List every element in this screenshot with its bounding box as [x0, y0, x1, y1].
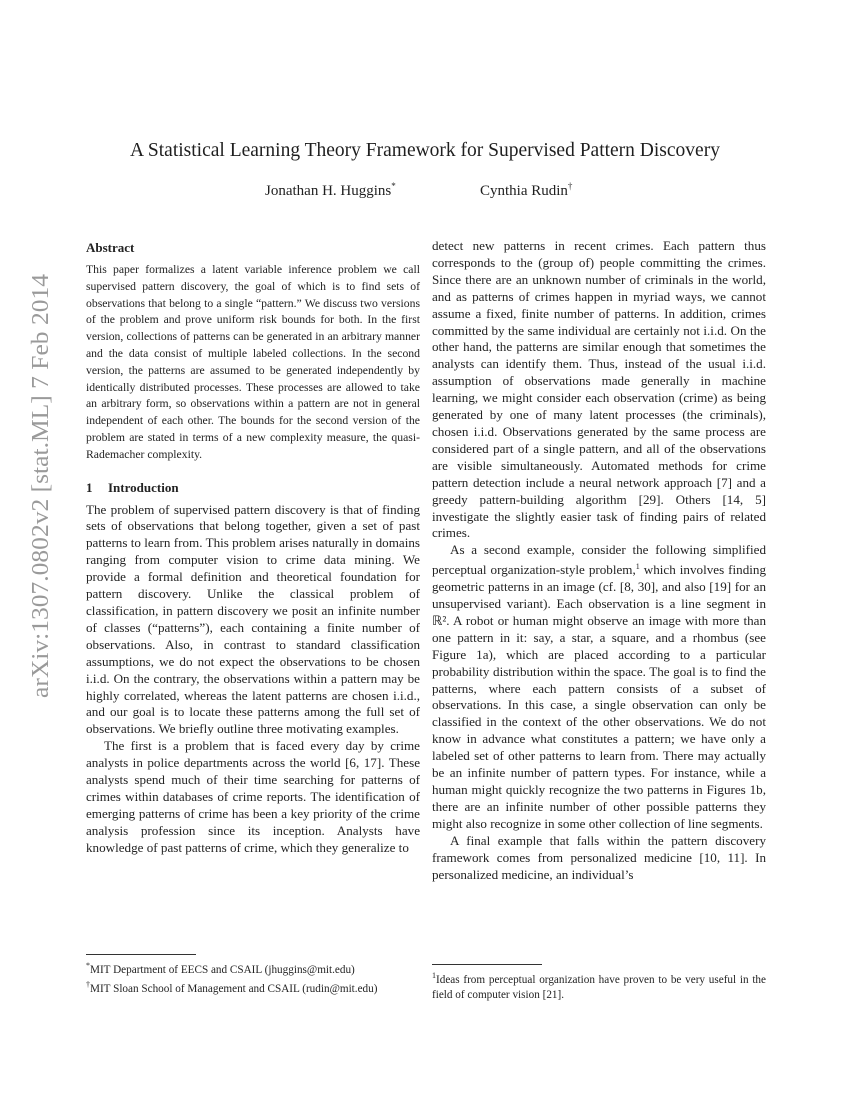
section-number: 1	[86, 479, 93, 495]
intro-paragraph-1: The problem of supervised pattern discovery is that of finding sets of observations that belong together, given a set of past patterns to learn from. This problem arises naturally in domains ranging from computer vision to crime data mining. We provide a formal definition and theoretical foundation for pattern discovery. Unlike the classical problem of classification, in pattern discovery we posit an infinite number of classes (“patterns”), each containing a finite number of observations. Also, in contrast to standard classification assumptions, we do not expect the observations to be chosen i.i.d. On the contrary, the observations within a pattern may be highly correlated, whereas the latent patterns are chosen i.i.d., and our goal is to locate these patterns among the full set of observations. We briefly outline three motivating examples.	[86, 501, 420, 737]
author-2	[480, 181, 572, 200]
footnote-author-1-text: MIT Department of EECS and CSAIL (jhuggins@mit.edu)	[90, 964, 355, 976]
author-1-mark: *	[391, 181, 396, 191]
abstract-heading: Abstract	[86, 240, 135, 255]
right-column	[432, 238, 766, 883]
right-paragraph-3: A final example that falls within the pattern discovery framework comes from personalized medicine [10, 11]. In personalized medicine, an individual’s	[432, 832, 766, 882]
author-1-name: Jonathan H. Huggins	[265, 183, 392, 199]
footnote-marker-1: 1	[635, 562, 640, 572]
abstract-text: This paper formalizes a latent variable inference problem we call supervised pattern discovery, the goal of which is to find sets of observations that belong to a single “pattern.” We discuss two versions of the problem and prove uniform risk bounds for both. In the first version, collections of patterns can be generated in an arbitrary manner and the data consist of multiple labeled collections. In the second version, the patterns are assumed to be generated independently by identically distributed processes. These processes are allowed to take an arbitrary form, so observations within a pattern are not in general independent of each other. The bounds for the second version of the problem are stated in terms of a new complexity measure, the quasi-Rademacher complexity.	[86, 263, 420, 461]
footnote-1-mark: 1	[432, 971, 436, 980]
abstract-section	[86, 240, 420, 464]
footnote-rule-right	[432, 964, 542, 965]
footnote-author-1	[86, 959, 420, 978]
footnotes-left	[86, 954, 420, 996]
left-column	[86, 238, 420, 857]
arxiv-identifier-stamp	[4, 270, 64, 700]
footnote-1	[432, 969, 766, 1002]
introduction-section	[86, 480, 420, 857]
author-2-mark: †	[567, 181, 573, 191]
right-paragraph-2	[432, 542, 766, 832]
paper-title: A Statistical Learning Theory Framework for Supervised Pattern Discovery	[130, 140, 720, 161]
footnote-author-2-mark: †	[86, 979, 90, 989]
footnote-1-text: Ideas from perceptual organization have proven to be very useful in the field of computer vision [21].	[432, 974, 766, 1001]
right-paragraph-1: detect new patterns in recent crimes. Each pattern thus corresponds to the (group of) people committing the crimes. Since there are an unknown number of criminals in the world, and as patterns of crimes happen in myriad ways, we cannot assume a fixed, finite number of patterns. In addition, crimes committed by the same individual are certainly not i.i.d. On the other hand, the patterns are similar enough that sometimes the analysts can identify them. Thus, instead of the usual i.i.d. assumption of observations made generally in machine learning, we might consider each observation (crime) as being generated by one of many latent processes (the criminals), chosen i.i.d. Observations generated by the same process are considered part of a single pattern, and all of the observations are visible simultaneously. Automated methods for crime pattern detection include a neural network approach [7] and a greedy pattern-building algorithm [29]. Others [14, 5] investigate the slightly easier task of finding pairs of related crimes.	[432, 238, 766, 541]
arxiv-identifier-text: arXiv:1307.0802v2 [stat.ML] 7 Feb 2014	[28, 299, 54, 698]
footnote-author-1-mark: *	[86, 961, 90, 970]
author-1	[265, 181, 396, 200]
footnote-author-2	[86, 978, 420, 997]
section-heading	[86, 480, 420, 496]
footnotes-right	[432, 964, 766, 1002]
section-title: Introduction	[108, 479, 179, 495]
footnote-author-2-text: MIT Sloan School of Management and CSAIL (rudin@mit.edu)	[90, 982, 378, 995]
right-paragraph-2-part-a: As a second example, consider the following simplified perceptual organization-style problem,	[432, 542, 766, 578]
author-2-name: Cynthia Rudin	[480, 183, 568, 199]
right-paragraph-2-part-b: which involves finding geometric patterns in an image (cf. [8, 30], and also [19] for an unsupervised variant). Each observation is a line segment in ℝ². A robot or human might observe an image with more than one pattern in it: say, a star, a square, and a rhombus (see Figure 1a), which are placed according to a particular probability distribution within the space. The goal is to find the patterns, where each pattern consists of a subset of observations. In this case, a single observation can only be classified in the context of the other observations. We do not know in advance what constitutes a pattern; we have only a labeled set of other patterns to learn from. There may actually be an infinite number of pattern types. For instance, while a human might quickly recognize the two patterns in Figures 1b, there are an infinite number of other possible patterns they might also recognize in some other collection of line segments.	[432, 562, 767, 831]
footnote-rule	[86, 954, 196, 955]
intro-paragraph-2: The first is a problem that is faced every day by crime analysts in police departments across the world [6, 17]. These analysts spend much of their time searching for patterns of crimes within databases of crime reports. The identification of emerging patterns of crime has been a key priority of the crime analysis profession since its inception. Analysts have knowledge of past patterns of crime, which they generalize to	[86, 738, 420, 855]
